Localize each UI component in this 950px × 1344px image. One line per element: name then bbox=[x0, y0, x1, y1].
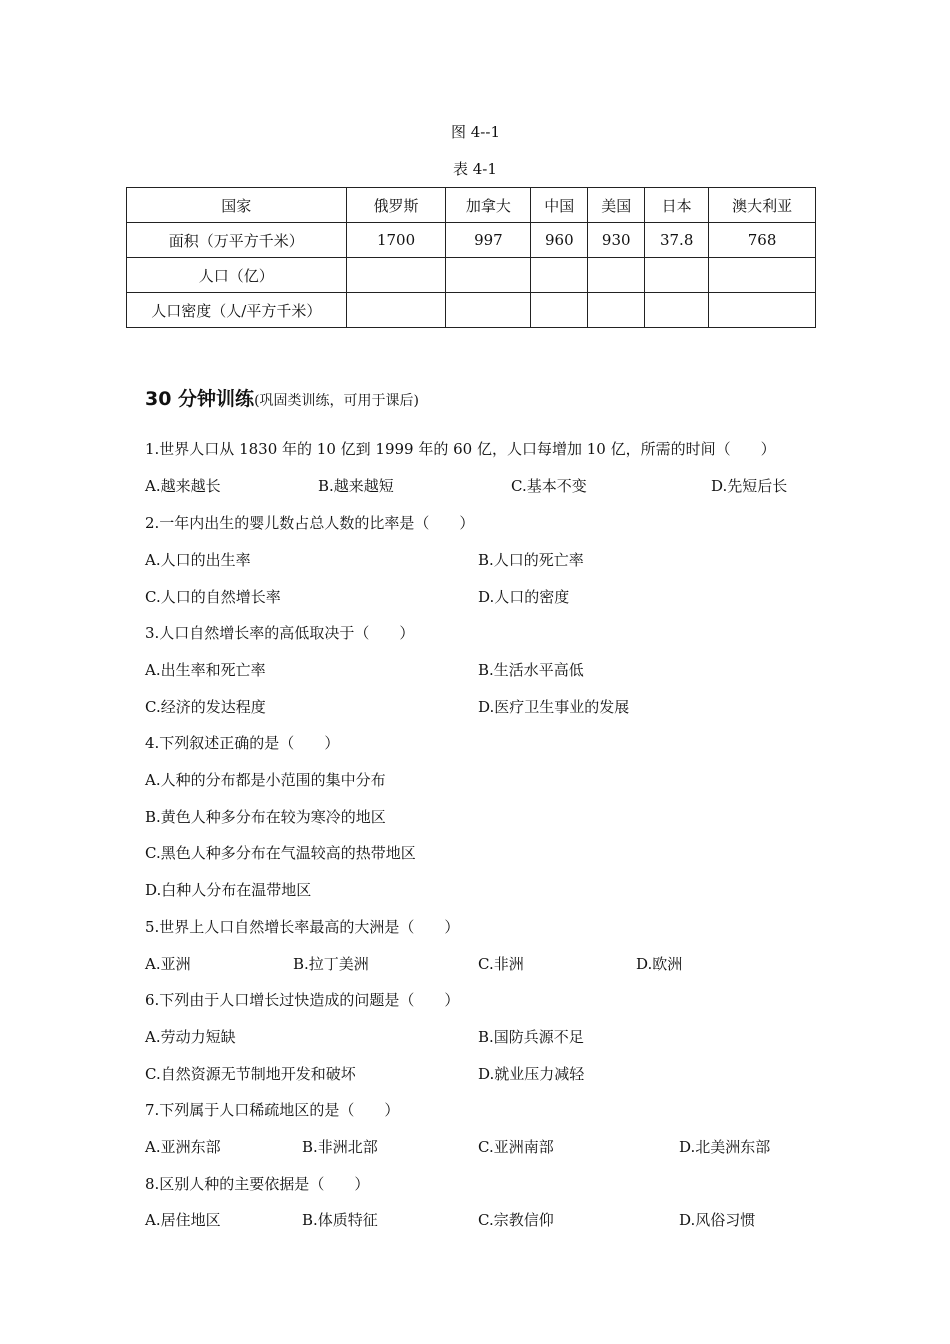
table-cell bbox=[709, 293, 816, 328]
row-label: 人口（亿） bbox=[127, 258, 347, 293]
option: D.就业压力减轻 bbox=[478, 1065, 585, 1083]
row-label: 人口密度（人/平方千米） bbox=[127, 293, 347, 328]
option: D.医疗卫生事业的发展 bbox=[478, 698, 630, 716]
option: B.越来越短 bbox=[318, 477, 394, 495]
table-cell bbox=[446, 258, 531, 293]
option: A.劳动力短缺 bbox=[145, 1028, 236, 1046]
section-title: 30 分钟训练 bbox=[145, 388, 255, 410]
table-cell: 930 bbox=[588, 223, 645, 258]
table-cell: 768 bbox=[709, 223, 816, 258]
option: D.先短后长 bbox=[711, 477, 788, 495]
table-header-row bbox=[127, 188, 816, 223]
table-cell bbox=[588, 258, 645, 293]
option: C.宗教信仰 bbox=[478, 1211, 554, 1229]
section-heading bbox=[145, 384, 419, 411]
option: C.非洲 bbox=[478, 955, 524, 973]
table-row bbox=[127, 258, 816, 293]
option: B.生活水平高低 bbox=[478, 661, 584, 679]
table-cell: 1700 bbox=[346, 223, 446, 258]
question-stem: 1.世界人口从 1830 年的 10 亿到 1999 年的 60 亿，人口每增加 10 亿，所需的时间（ ） bbox=[145, 440, 776, 458]
table-cell bbox=[346, 293, 446, 328]
table-row bbox=[127, 223, 816, 258]
table-cell bbox=[645, 258, 709, 293]
option: B.黄色人种多分布在较为寒冷的地区 bbox=[145, 808, 386, 826]
header-cell: 美国 bbox=[588, 188, 645, 223]
option: C.人口的自然增长率 bbox=[145, 588, 281, 606]
table-cell bbox=[645, 293, 709, 328]
option: C.经济的发达程度 bbox=[145, 698, 266, 716]
option: A.越来越长 bbox=[145, 477, 221, 495]
option: B.人口的死亡率 bbox=[478, 551, 584, 569]
header-cell: 澳大利亚 bbox=[709, 188, 816, 223]
figure-caption: 图 4--1 bbox=[451, 123, 500, 141]
option: C.黑色人种多分布在气温较高的热带地区 bbox=[145, 844, 416, 862]
option: A.出生率和死亡率 bbox=[145, 661, 266, 679]
header-cell: 俄罗斯 bbox=[346, 188, 446, 223]
header-cell: 国家 bbox=[127, 188, 347, 223]
option: B.非洲北部 bbox=[302, 1138, 378, 1156]
option: D.人口的密度 bbox=[478, 588, 570, 606]
option: B.拉丁美洲 bbox=[293, 955, 369, 973]
table-cell: 960 bbox=[531, 223, 588, 258]
option: B.体质特征 bbox=[302, 1211, 378, 1229]
header-cell: 加拿大 bbox=[446, 188, 531, 223]
option: B.国防兵源不足 bbox=[478, 1028, 584, 1046]
table-cell bbox=[531, 293, 588, 328]
option: D.白种人分布在温带地区 bbox=[145, 881, 312, 899]
question-stem: 3.人口自然增长率的高低取决于（ ） bbox=[145, 624, 415, 642]
header-cell: 中国 bbox=[531, 188, 588, 223]
table-cell: 37.8 bbox=[645, 223, 709, 258]
option: D.欧洲 bbox=[636, 955, 683, 973]
question-stem: 4.下列叙述正确的是（ ） bbox=[145, 734, 340, 752]
table-cell bbox=[446, 293, 531, 328]
header-cell: 日本 bbox=[645, 188, 709, 223]
option: A.居住地区 bbox=[145, 1211, 221, 1229]
question-stem: 5.世界上人口自然增长率最高的大洲是（ ） bbox=[145, 918, 460, 936]
table-cell bbox=[709, 258, 816, 293]
option: D.风俗习惯 bbox=[679, 1211, 756, 1229]
country-data-table bbox=[126, 187, 816, 328]
question-stem: 2.一年内出生的婴儿数占总人数的比率是（ ） bbox=[145, 514, 475, 532]
row-label: 面积（万平方千米） bbox=[127, 223, 347, 258]
option: C.亚洲南部 bbox=[478, 1138, 554, 1156]
option: A.亚洲东部 bbox=[145, 1138, 221, 1156]
table-caption: 表 4-1 bbox=[453, 160, 497, 178]
option: C.基本不变 bbox=[511, 477, 587, 495]
table-cell bbox=[588, 293, 645, 328]
option: A.人种的分布都是小范围的集中分布 bbox=[145, 771, 386, 789]
table-cell bbox=[346, 258, 446, 293]
option: A.亚洲 bbox=[145, 955, 191, 973]
table-row bbox=[127, 293, 816, 328]
question-stem: 8.区别人种的主要依据是（ ） bbox=[145, 1175, 370, 1193]
option: D.北美洲东部 bbox=[679, 1138, 771, 1156]
table-cell bbox=[531, 258, 588, 293]
option: A.人口的出生率 bbox=[145, 551, 251, 569]
section-subtitle: (巩固类训练，可用于课后) bbox=[254, 393, 419, 409]
question-stem: 7.下列属于人口稀疏地区的是（ ） bbox=[145, 1101, 400, 1119]
question-stem: 6.下列由于人口增长过快造成的问题是（ ） bbox=[145, 991, 460, 1009]
option: C.自然资源无节制地开发和破坏 bbox=[145, 1065, 356, 1083]
table-cell: 997 bbox=[446, 223, 531, 258]
